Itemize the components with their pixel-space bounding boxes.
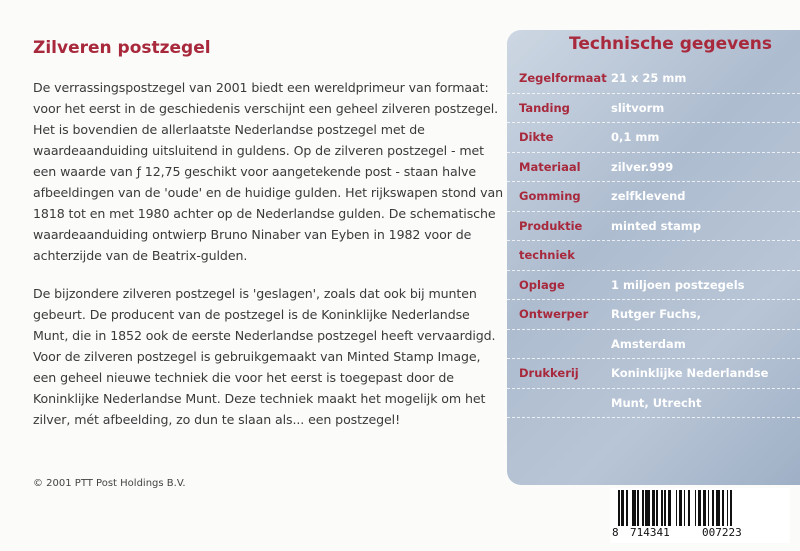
barcode-bar xyxy=(676,490,678,526)
barcode-bar xyxy=(664,490,666,526)
spec-value: 0,1 mm xyxy=(611,130,660,144)
barcode-bar xyxy=(722,490,724,526)
paragraph-1: De verrassingspostzegel van 2001 biedt een wereldprimeur van formaat: voor het eerst in de geschiedenis verschijnt een geheel zilveren postzegel. Het is bovendien de allerlaatste Nederlandse postzegel met de waardeaanduiding uitsluitend in guldens. Op de zilveren postzegel - met een waarde van ƒ 12,75 geschikt voor aangetekende post - staan halve afbeeldingen van de 'oude' en de huidige gulden. Het rijkswapen stond van 1818 tot en met 1980 achter op de Nederlandse gulden. De schematische waardeaanduiding ontwierp Bruno Ninaber van Eyben in 1982 voor de achterzijde van de Beatrix-gulden. xyxy=(33,80,503,263)
page-title: Zilveren postzegel xyxy=(33,38,211,58)
barcode-digit: 8 xyxy=(612,526,619,539)
barcode-bar xyxy=(695,490,697,526)
barcode-digit: 714341 xyxy=(630,526,670,539)
spec-row xyxy=(507,212,800,242)
spec-value: Munt, Utrecht xyxy=(611,395,702,410)
spec-value: Amsterdam xyxy=(611,336,686,351)
spec-row xyxy=(507,153,800,183)
barcode-bar xyxy=(708,490,710,526)
panel-title: Technische gegevens xyxy=(569,34,772,54)
barcode-digit: 007223 xyxy=(702,526,742,539)
spec-value: 21 x 25 mm xyxy=(611,71,687,85)
spec-row xyxy=(507,271,800,301)
spec-label: Ontwerper xyxy=(519,307,589,321)
paragraph-2: De bijzondere zilveren postzegel is 'geslagen', zoals dat ook bij munten gebeurt. De producent van de postzegel is de Koninklijke Nederlandse Munt, die in 1852 ook de eerste Nederlandse postzegel heeft vervaardigd. Voor de zilveren postzegel is gebruikgemaakt van Minted Stamp Image, een geheel nieuwe techniek die voor het eerst is toegepast door de Koninklijke Nederlandse Munt. Deze techniek maakt het mogelijk om het zilver, mét afbeelding, zo dun te slaan als... een postzegel! xyxy=(33,286,496,427)
barcode-bar xyxy=(716,490,721,526)
spec-label: Materiaal xyxy=(519,159,581,174)
spec-label: Drukkerij xyxy=(519,366,579,380)
spec-row xyxy=(507,389,800,419)
spec-value: minted stamp xyxy=(611,218,701,233)
barcode-bar xyxy=(679,490,682,526)
barcode-bar xyxy=(637,490,639,526)
barcode-bar xyxy=(632,490,635,526)
barcode-bar xyxy=(698,490,701,526)
spec-value: Koninklijke Nederlandse xyxy=(611,366,769,380)
barcode-bar xyxy=(712,490,714,526)
spec-rows xyxy=(507,64,800,418)
spec-row xyxy=(507,241,800,271)
spec-label: Gomming xyxy=(519,189,581,203)
spec-row xyxy=(507,64,800,94)
barcode-bar xyxy=(688,490,690,526)
spec-label: Dikte xyxy=(519,130,554,144)
spec-label: Produktie xyxy=(519,218,583,233)
spec-value: slitvorm xyxy=(611,100,665,115)
copyright: © 2001 PTT Post Holdings B.V. xyxy=(33,478,186,489)
barcode-bar xyxy=(684,490,686,526)
spec-label: Oplage xyxy=(519,277,565,292)
barcode-bar xyxy=(626,490,628,526)
barcode xyxy=(610,488,790,543)
spec-label: Tanding xyxy=(519,100,570,115)
spec-row xyxy=(507,182,800,212)
spec-row xyxy=(507,94,800,124)
barcode-bar xyxy=(645,490,650,526)
barcode-bars xyxy=(618,490,778,526)
barcode-bar xyxy=(642,490,644,526)
barcode-bar xyxy=(703,490,706,526)
spec-row xyxy=(507,123,800,153)
barcode-bar xyxy=(618,490,620,526)
spec-value: zelfklevend xyxy=(611,189,686,203)
spec-row xyxy=(507,359,800,389)
barcode-bar xyxy=(652,490,655,526)
barcode-bar xyxy=(621,490,624,526)
spec-label: techniek xyxy=(519,248,575,262)
body-text xyxy=(33,77,503,430)
spec-label: Zegelformaat xyxy=(519,71,607,85)
spec-value: zilver.999 xyxy=(611,159,674,174)
barcode-bar xyxy=(656,490,658,526)
spec-row xyxy=(507,330,800,360)
barcode-bar xyxy=(727,490,729,526)
spec-value: 1 miljoen postzegels xyxy=(611,277,745,292)
barcode-bar xyxy=(730,490,732,526)
technical-data-panel xyxy=(507,30,800,485)
barcode-bar xyxy=(668,490,671,526)
barcode-bar xyxy=(661,490,663,526)
spec-value: Rutger Fuchs, xyxy=(611,307,701,321)
spec-row xyxy=(507,300,800,330)
